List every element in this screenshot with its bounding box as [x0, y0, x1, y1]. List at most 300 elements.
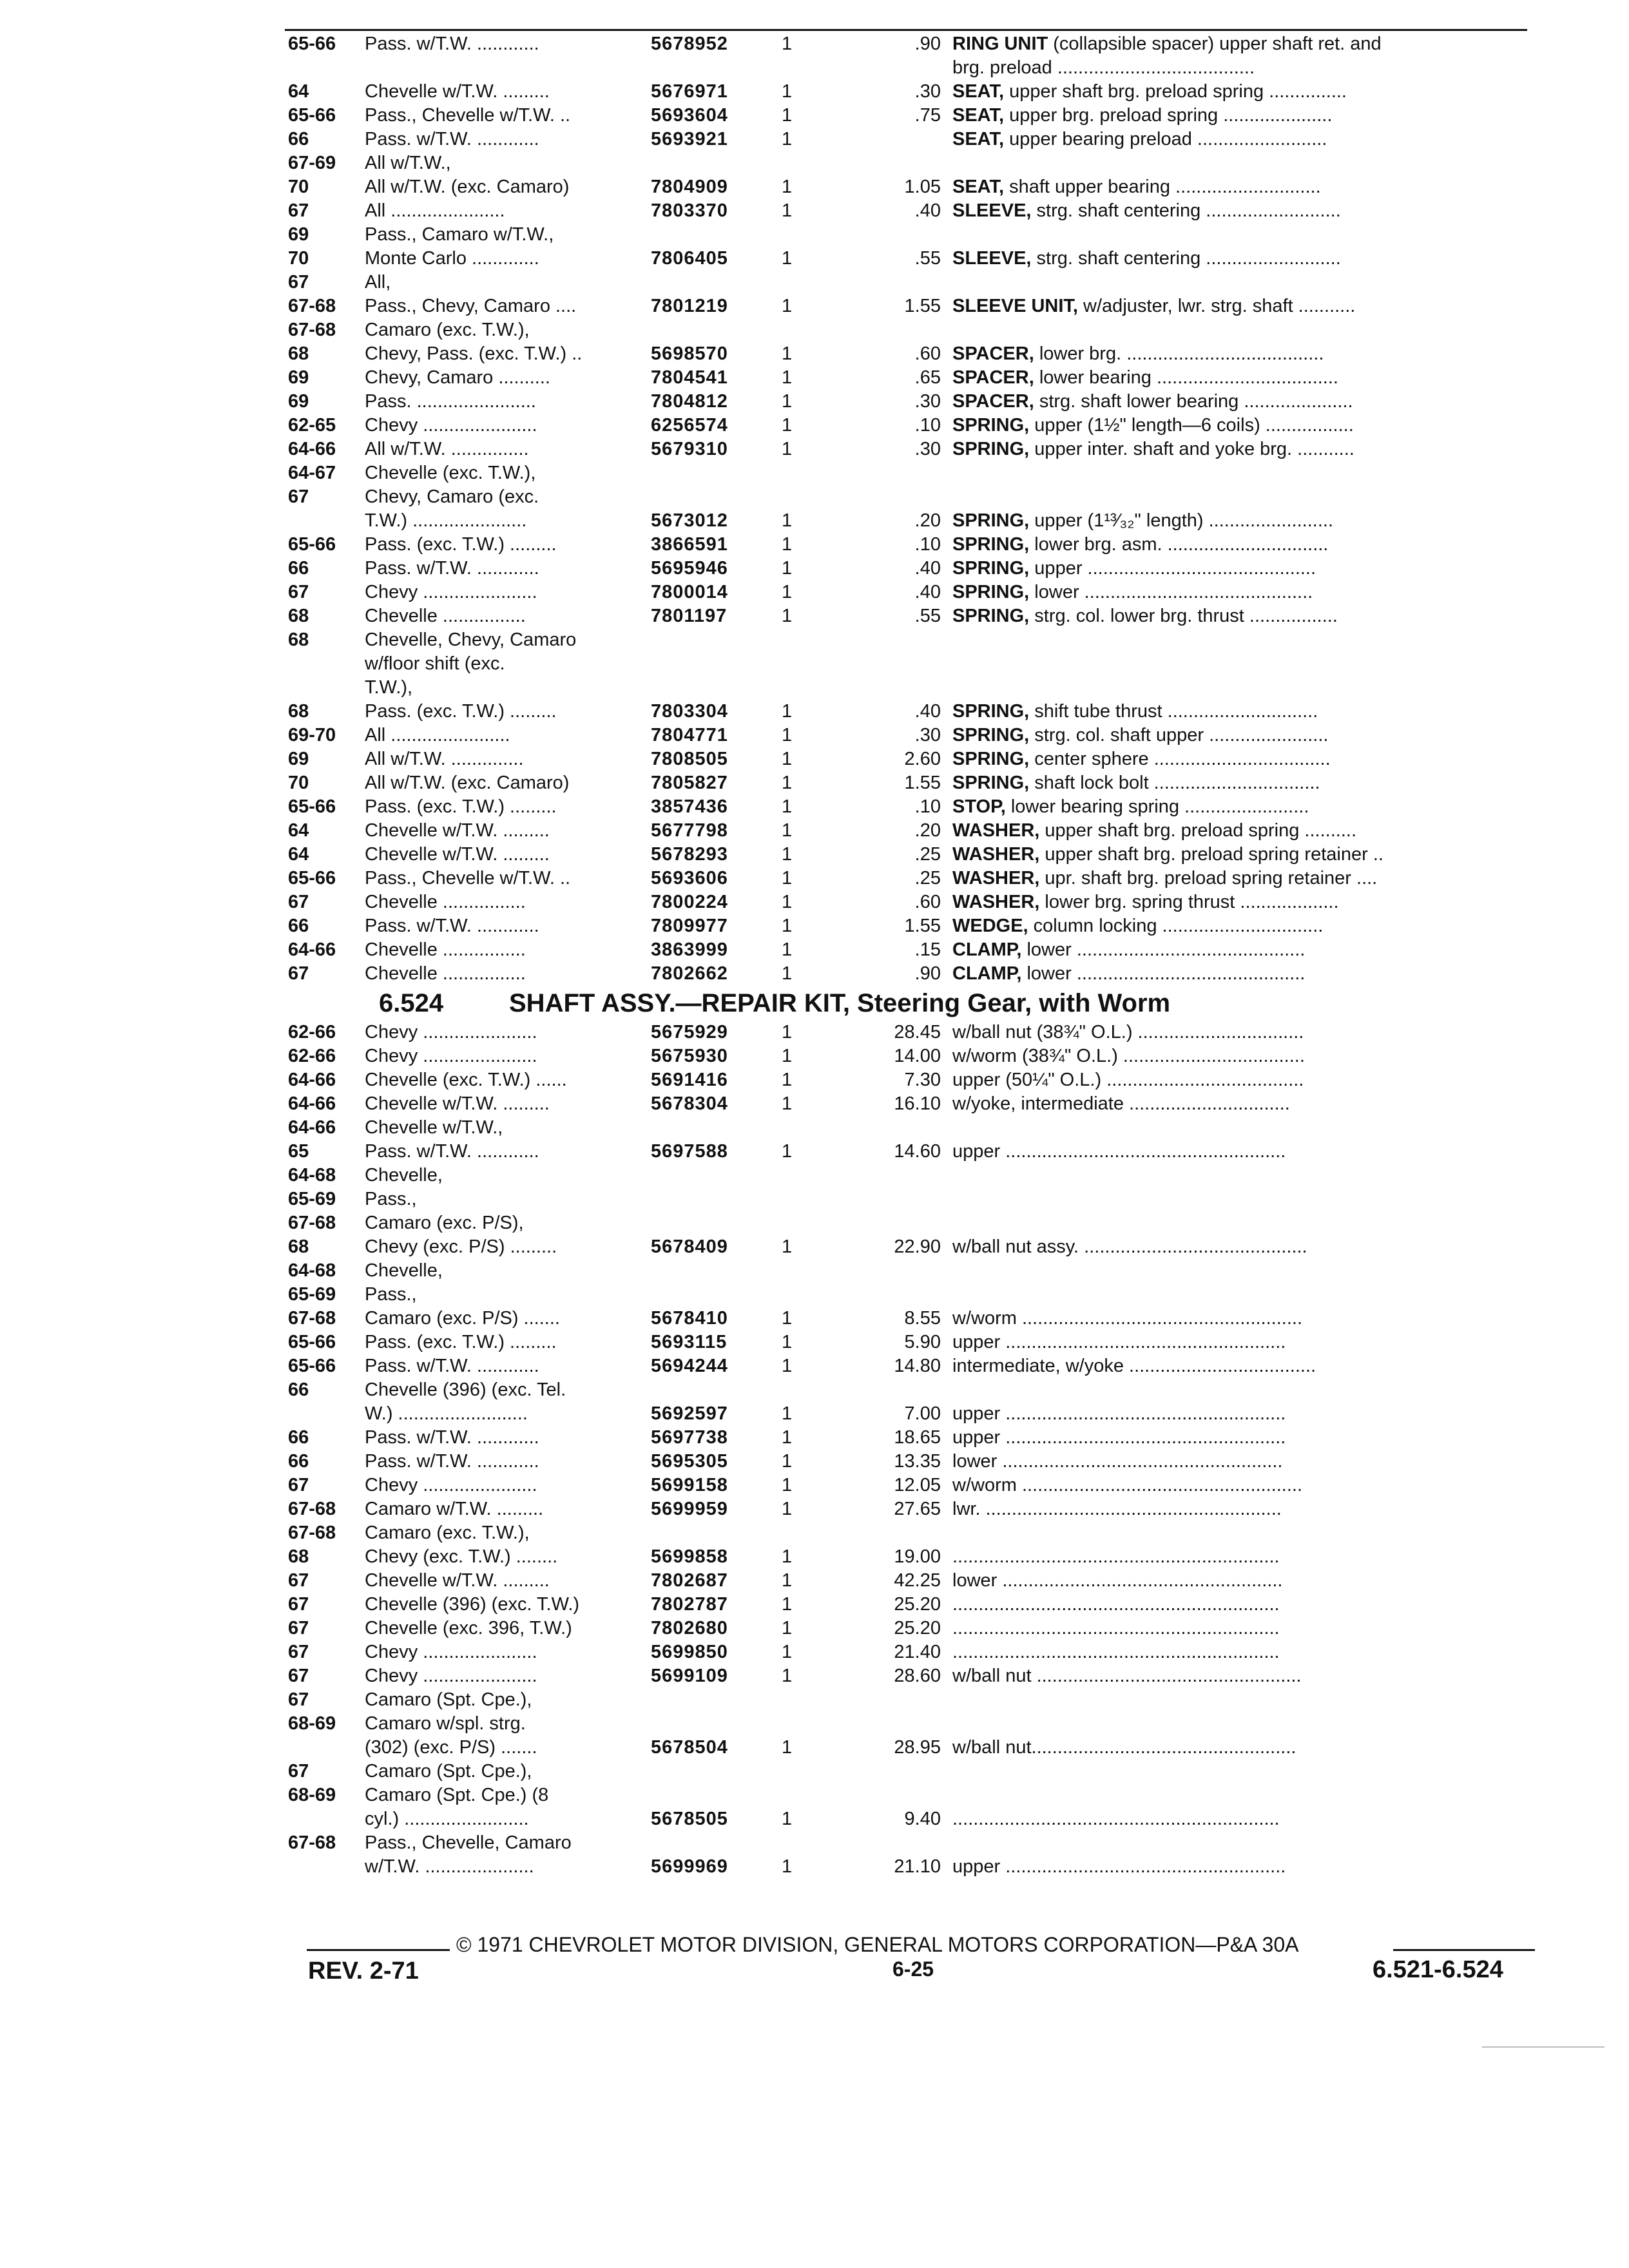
model-year: 64-66: [288, 439, 336, 459]
part-number: 5699858: [651, 1546, 728, 1567]
part-number: 7800224: [651, 892, 728, 912]
model-year: 65-66: [288, 1356, 336, 1376]
list-price: .15: [914, 939, 941, 960]
list-price: .90: [914, 963, 941, 984]
application: Pass. w/T.W. ............: [365, 1451, 539, 1472]
list-price: 21.40: [894, 1642, 941, 1662]
table-row: [0, 604, 1629, 628]
list-price: .40: [914, 200, 941, 221]
list-price: 13.35: [894, 1451, 941, 1472]
table-row: [0, 1640, 1629, 1664]
quantity: 1: [782, 1403, 793, 1424]
list-price: .65: [914, 367, 941, 388]
quantity: 1: [782, 939, 793, 960]
quantity: 1: [782, 1594, 793, 1615]
application: Pass. (exc. T.W.) .........: [365, 796, 557, 817]
part-description: [952, 533, 1532, 557]
quantity: 1: [782, 1046, 793, 1066]
part-name: WASHER,: [952, 844, 1040, 865]
application: Camaro (Spt. Cpe.) (8: [365, 1785, 549, 1805]
list-price: .40: [914, 701, 941, 722]
part-detail: lower ......................................................: [952, 1570, 1283, 1591]
part-detail: upper ............................................: [1029, 558, 1316, 579]
list-price: .30: [914, 439, 941, 459]
quantity: 1: [782, 1809, 793, 1829]
part-description: [952, 1044, 1532, 1068]
table-row: [0, 962, 1629, 986]
part-description: [952, 604, 1532, 628]
quantity: 1: [782, 725, 793, 745]
list-price: .25: [914, 868, 941, 889]
table-row: [0, 199, 1629, 223]
model-year: 65-66: [288, 105, 336, 126]
part-description: [952, 1307, 1532, 1331]
part-name: STOP,: [952, 796, 1006, 817]
model-year: 66: [288, 1379, 309, 1400]
quantity: 1: [782, 773, 793, 793]
table-row: [0, 1426, 1629, 1450]
quantity: 1: [782, 439, 793, 459]
part-detail: upper inter. shaft and yoke brg. ...........: [1029, 439, 1354, 459]
application: Pass., Camaro w/T.W.,: [365, 224, 554, 245]
application: T.W.) ......................: [365, 510, 527, 531]
model-year: 66: [288, 1427, 309, 1448]
table-row: [0, 1021, 1629, 1044]
part-description: [952, 962, 1532, 986]
part-detail: lower bearing ...................................: [1034, 367, 1338, 388]
application: All,: [365, 272, 391, 293]
application: Chevy (exc. P/S) .........: [365, 1236, 557, 1257]
quantity: 1: [782, 1427, 793, 1448]
quantity: 1: [782, 391, 793, 412]
application: All w/T.W. (exc. Camaro): [365, 773, 570, 793]
quantity: 1: [782, 177, 793, 197]
model-year: 64: [288, 844, 309, 865]
quantity: 1: [782, 81, 793, 102]
part-description: [952, 1354, 1532, 1378]
part-number: 7802662: [651, 963, 728, 984]
model-year: 65-69: [288, 1189, 336, 1209]
part-description: [952, 1474, 1532, 1497]
list-price: 18.65: [894, 1427, 941, 1448]
part-number: 5676971: [651, 81, 728, 102]
table-row: [0, 581, 1629, 604]
part-description: [952, 914, 1532, 938]
list-price: 28.95: [894, 1737, 941, 1758]
part-name: SLEEVE UNIT,: [952, 296, 1078, 316]
quantity: 1: [782, 296, 793, 316]
list-price: 9.40: [904, 1809, 941, 1829]
model-year: 64-66: [288, 939, 336, 960]
application: All w/T.W. ...............: [365, 439, 529, 459]
part-description: [952, 1617, 1532, 1640]
table-row: [0, 819, 1629, 843]
list-price: .55: [914, 606, 941, 626]
part-description: [952, 1235, 1532, 1259]
list-price: 12.05: [894, 1475, 941, 1495]
model-year: 64-66: [288, 1117, 336, 1138]
part-name: CLAMP,: [952, 963, 1022, 984]
table-row: [0, 294, 1629, 318]
table-row: [0, 509, 1629, 533]
table-row: [0, 1307, 1629, 1331]
part-detail: lower brg. spring thrust ...................: [1039, 892, 1339, 912]
part-name: WASHER,: [952, 820, 1040, 841]
application: w/T.W. .....................: [365, 1856, 534, 1877]
part-name: SPRING,: [952, 773, 1030, 793]
model-year: 67: [288, 963, 309, 984]
part-number: 7803370: [651, 200, 728, 221]
part-name: RING UNIT: [952, 34, 1048, 54]
part-description: [952, 437, 1532, 461]
part-description: [952, 342, 1532, 366]
part-number: 5693606: [651, 868, 728, 889]
application: Camaro w/spl. strg.: [365, 1713, 526, 1734]
part-number: 7802680: [651, 1618, 728, 1639]
part-detail: ...............................................................: [952, 1594, 1280, 1615]
page-number: 6-25: [892, 1957, 934, 1981]
application: Pass. w/T.W. ............: [365, 1141, 539, 1162]
table-row: [0, 1474, 1629, 1497]
table-row: [0, 104, 1629, 128]
model-year: 67-68: [288, 1308, 336, 1329]
application: Chevy ......................: [365, 1046, 537, 1066]
application: Chevy ......................: [365, 415, 537, 436]
part-detail: w/yoke, intermediate ...............................: [952, 1093, 1290, 1114]
part-number: 7801219: [651, 296, 728, 316]
part-number: 5695305: [651, 1451, 728, 1472]
part-description: [952, 700, 1532, 724]
part-description: [952, 1640, 1532, 1664]
table-row: [0, 1116, 1629, 1140]
part-detail: lwr. .........................................................: [952, 1499, 1282, 1519]
application: Chevelle ................: [365, 939, 526, 960]
list-price: .10: [914, 415, 941, 436]
part-detail: upper bearing preload .........................: [1004, 129, 1327, 149]
model-year: 68: [288, 606, 309, 626]
part-detail: strg. col. lower brg. thrust .................: [1029, 606, 1338, 626]
part-number: 7804771: [651, 725, 728, 745]
footer-rule-right: [1393, 1949, 1535, 1951]
list-price: 7.30: [904, 1070, 941, 1090]
model-year: 69-70: [288, 725, 336, 745]
part-number: 5678410: [651, 1308, 728, 1329]
quantity: 1: [782, 582, 793, 602]
part-number: 5678504: [651, 1737, 728, 1758]
part-detail: strg. shaft lower bearing .....................: [1034, 391, 1353, 412]
part-name: SPRING,: [952, 510, 1030, 531]
parts-list-bottom: [0, 1021, 1629, 1879]
part-detail: w/worm (38¾" O.L.) ...................................: [952, 1046, 1305, 1066]
model-year: 67: [288, 1618, 309, 1639]
application: Pass. (exc. T.W.) .........: [365, 1332, 557, 1352]
table-row: [0, 390, 1629, 414]
application: Pass. .......................: [365, 391, 536, 412]
scan-artifact-line: [1482, 2046, 1605, 2048]
part-number: 7804541: [651, 367, 728, 388]
part-detail: upper shaft brg. preload spring ...............: [1004, 81, 1347, 102]
part-detail: ...............................................................: [952, 1809, 1280, 1829]
list-price: .30: [914, 725, 941, 745]
part-description: [952, 771, 1532, 795]
part-detail: lower ............................................: [1021, 939, 1306, 960]
quantity: 1: [782, 1499, 793, 1519]
model-year: 65-66: [288, 34, 336, 54]
model-year: 68: [288, 343, 309, 364]
application: (302) (exc. P/S) .......: [365, 1737, 537, 1758]
model-year: 67-68: [288, 1832, 336, 1853]
table-row: [0, 342, 1629, 366]
application: Chevy ......................: [365, 1666, 537, 1686]
application: Chevelle w/T.W. .........: [365, 81, 550, 102]
table-row: [0, 1140, 1629, 1164]
table-row: [0, 914, 1629, 938]
table-row: [0, 1092, 1629, 1116]
application: Chevelle,: [365, 1165, 443, 1186]
quantity: 1: [782, 1236, 793, 1257]
part-description: [952, 247, 1532, 271]
table-row: [0, 366, 1629, 390]
model-year: 67: [288, 1666, 309, 1686]
list-price: 25.20: [894, 1618, 941, 1639]
part-detail: w/ball nut (38¾" O.L.) ................................: [952, 1022, 1304, 1043]
part-description: [952, 56, 1532, 80]
table-row: [0, 1760, 1629, 1783]
application: Chevelle w/T.W. .........: [365, 844, 550, 865]
part-name: SEAT,: [952, 81, 1005, 102]
quantity: 1: [782, 1642, 793, 1662]
model-year: 64-67: [288, 463, 336, 483]
model-year: 67: [288, 1570, 309, 1591]
quantity: 1: [782, 1856, 793, 1877]
quantity: 1: [782, 701, 793, 722]
table-row: [0, 1164, 1629, 1187]
table-row: [0, 1855, 1629, 1879]
part-description: [952, 175, 1532, 199]
application: Chevelle w/T.W. .........: [365, 1093, 550, 1114]
parts-list-top: [0, 32, 1629, 986]
part-number: 5678304: [651, 1093, 728, 1114]
quantity: 1: [782, 34, 793, 54]
part-number: 5678409: [651, 1236, 728, 1257]
application: Chevelle,: [365, 1260, 443, 1281]
quantity: 1: [782, 367, 793, 388]
model-year: 67-68: [288, 296, 336, 316]
table-row: [0, 676, 1629, 700]
part-description: [952, 843, 1532, 867]
table-row: [0, 1378, 1629, 1402]
model-year: 69: [288, 391, 309, 412]
list-price: .30: [914, 391, 941, 412]
quantity: 1: [782, 963, 793, 984]
table-row: [0, 247, 1629, 271]
model-year: 64-68: [288, 1260, 336, 1281]
application: T.W.),: [365, 677, 413, 698]
list-price: 5.90: [904, 1332, 941, 1352]
list-price: 25.20: [894, 1594, 941, 1615]
application: W.) .........................: [365, 1403, 528, 1424]
model-year: 66: [288, 1451, 309, 1472]
application: Camaro (Spt. Cpe.),: [365, 1761, 532, 1782]
model-year: 67: [288, 1642, 309, 1662]
part-detail: (collapsible spacer) upper shaft ret. and: [1048, 34, 1382, 54]
part-detail: upper ......................................................: [952, 1332, 1286, 1352]
quantity: 1: [782, 415, 793, 436]
table-row: [0, 724, 1629, 747]
list-price: .60: [914, 343, 941, 364]
part-description: [952, 581, 1532, 604]
part-number: 5699969: [651, 1856, 728, 1877]
part-detail: strg. col. shaft upper .......................: [1029, 725, 1329, 745]
quantity: 1: [782, 844, 793, 865]
application: Chevy, Pass. (exc. T.W.) ..: [365, 343, 583, 364]
table-row: [0, 1187, 1629, 1211]
part-detail: lower brg. asm. ...............................: [1029, 534, 1329, 555]
application: Chevelle (exc. T.W.),: [365, 463, 536, 483]
table-row: [0, 1688, 1629, 1712]
table-row: [0, 867, 1629, 890]
part-number: 7806405: [651, 248, 728, 269]
part-description: [952, 390, 1532, 414]
part-number: 5678293: [651, 844, 728, 865]
model-year: 68: [288, 629, 309, 650]
part-number: 7804812: [651, 391, 728, 412]
list-price: 8.55: [904, 1308, 941, 1329]
part-description: [952, 867, 1532, 890]
list-price: 16.10: [894, 1093, 941, 1114]
application: Pass., Chevy, Camaro ....: [365, 296, 577, 316]
quantity: 1: [782, 1666, 793, 1686]
model-year: 69: [288, 749, 309, 769]
part-number: 5697588: [651, 1141, 728, 1162]
model-year: 62-66: [288, 1046, 336, 1066]
application: cyl.) ........................: [365, 1809, 529, 1829]
model-year: 69: [288, 367, 309, 388]
table-row: [0, 747, 1629, 771]
list-price: 42.25: [894, 1570, 941, 1591]
list-price: 1.55: [904, 773, 941, 793]
part-number: 7801197: [651, 606, 728, 626]
application: All ......................: [365, 200, 505, 221]
part-description: [952, 1092, 1532, 1116]
model-year: 64-66: [288, 1070, 336, 1090]
model-year: 68: [288, 1236, 309, 1257]
application: Pass. w/T.W. ............: [365, 129, 539, 149]
part-description: [952, 1402, 1532, 1426]
model-year: 65-66: [288, 1332, 336, 1352]
model-year: 67: [288, 582, 309, 602]
part-detail: upper ......................................................: [952, 1141, 1286, 1162]
copyright-line: [307, 1932, 1535, 1957]
list-price: .75: [914, 105, 941, 126]
part-number: 7809977: [651, 916, 728, 936]
application: Chevelle ................: [365, 963, 526, 984]
quantity: 1: [782, 105, 793, 126]
part-description: [952, 414, 1532, 437]
application: Pass., Chevelle, Camaro: [365, 1832, 572, 1853]
model-year: 67: [288, 1689, 309, 1710]
section-number: 6.524: [379, 989, 444, 1017]
model-year: 64: [288, 820, 309, 841]
model-year: 65: [288, 1141, 309, 1162]
section-title: SHAFT ASSY.—REPAIR KIT, Steering Gear, with Worm: [509, 989, 1171, 1017]
part-name: SPRING,: [952, 582, 1030, 602]
part-number: 7805827: [651, 773, 728, 793]
application: Chevelle w/T.W. .........: [365, 820, 550, 841]
part-description: [952, 1569, 1532, 1593]
application: Chevelle w/T.W. .........: [365, 1570, 550, 1591]
table-row: [0, 652, 1629, 676]
table-row: [0, 56, 1629, 80]
part-name: SLEEVE,: [952, 248, 1032, 269]
list-price: .10: [914, 534, 941, 555]
model-year: 64-66: [288, 1093, 336, 1114]
part-name: SPACER,: [952, 391, 1034, 412]
model-year: 67-68: [288, 1499, 336, 1519]
part-description: [952, 1807, 1532, 1831]
model-year: 68: [288, 1546, 309, 1567]
application: Chevelle (exc. 396, T.W.): [365, 1618, 572, 1639]
application: Chevelle ................: [365, 606, 526, 626]
table-row: [0, 1712, 1629, 1736]
quantity: 1: [782, 343, 793, 364]
table-row: [0, 1569, 1629, 1593]
quantity: 1: [782, 1093, 793, 1114]
list-price: .55: [914, 248, 941, 269]
part-description: [952, 1450, 1532, 1474]
list-price: 22.90: [894, 1236, 941, 1257]
part-number: 6256574: [651, 415, 728, 436]
application: Pass. w/T.W. ............: [365, 1427, 539, 1448]
model-year: 68: [288, 701, 309, 722]
part-number: 5675930: [651, 1046, 728, 1066]
part-number: 7802787: [651, 1594, 728, 1615]
part-name: SPRING,: [952, 415, 1030, 436]
part-number: 5699158: [651, 1475, 728, 1495]
application: w/floor shift (exc.: [365, 653, 505, 674]
quantity: 1: [782, 892, 793, 912]
model-year: 67: [288, 1761, 309, 1782]
model-year: 65-69: [288, 1284, 336, 1305]
part-number: 7803304: [651, 701, 728, 722]
table-row: [0, 1783, 1629, 1807]
table-row: [0, 1831, 1629, 1855]
part-name: WASHER,: [952, 892, 1040, 912]
application: All .......................: [365, 725, 510, 745]
part-name: SPRING,: [952, 558, 1030, 579]
table-row: [0, 175, 1629, 199]
table-row: [0, 628, 1629, 652]
application: Monte Carlo .............: [365, 248, 539, 269]
part-name: WEDGE,: [952, 916, 1028, 936]
part-name: SPRING,: [952, 534, 1030, 555]
part-detail: upper ......................................................: [952, 1403, 1286, 1424]
table-row: [0, 223, 1629, 247]
list-price: 19.00: [894, 1546, 941, 1567]
table-row: [0, 533, 1629, 557]
part-number: 5695946: [651, 558, 728, 579]
quantity: 1: [782, 1570, 793, 1591]
part-number: 3863999: [651, 939, 728, 960]
table-row: [0, 1450, 1629, 1474]
model-year: 64: [288, 81, 309, 102]
part-description: [952, 1140, 1532, 1164]
list-price: 28.45: [894, 1022, 941, 1043]
quantity: 1: [782, 1356, 793, 1376]
quantity: 1: [782, 558, 793, 579]
part-description: [952, 747, 1532, 771]
section-range: 6.521-6.524: [1373, 1956, 1503, 1983]
